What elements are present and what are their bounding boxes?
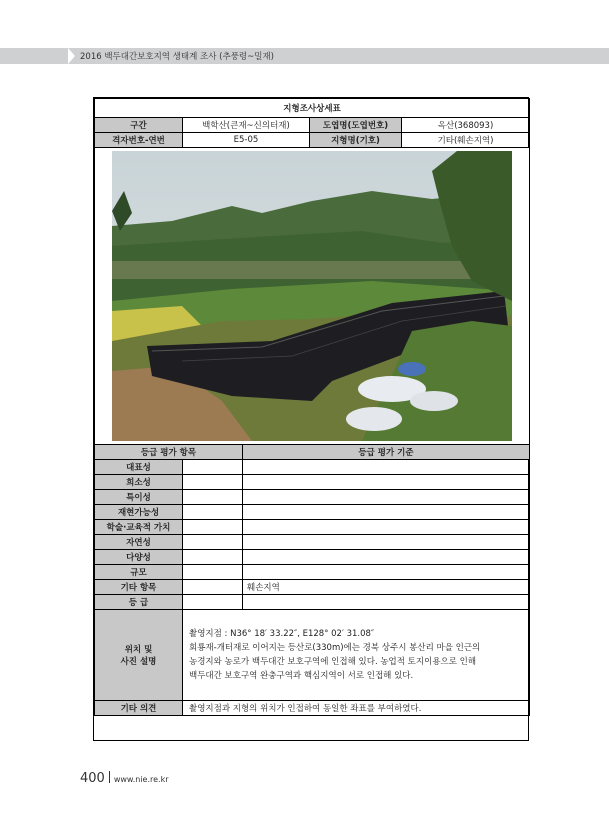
eval-value	[183, 595, 243, 610]
eval-value	[183, 520, 243, 535]
location-label: 위치 및 사진 설명	[95, 610, 183, 701]
footer-url: www.nie.re.kr	[113, 775, 169, 784]
eval-header-criteria: 등급 평가 기준	[243, 445, 530, 460]
eval-criteria	[243, 565, 530, 580]
eval-label: 등 급	[95, 595, 183, 610]
location-line: 백두대간 보호구역 완충구역과 핵심지역이 서로 인접해 있다.	[189, 671, 414, 681]
eval-criteria	[243, 520, 530, 535]
eval-row	[95, 475, 530, 490]
eval-row	[95, 505, 530, 520]
eval-row	[95, 460, 530, 475]
running-header	[0, 48, 609, 64]
other-label: 기타 의견	[95, 701, 183, 716]
eval-row	[95, 520, 530, 535]
eval-value	[183, 535, 243, 550]
mapname-value: 옥산(368093)	[402, 118, 530, 133]
eval-label: 규모	[95, 565, 183, 580]
page-number: 400	[80, 771, 105, 786]
eval-label: 대표성	[95, 460, 183, 475]
eval-criteria: 훼손지역	[243, 580, 530, 595]
eval-criteria	[243, 550, 530, 565]
eval-row	[95, 490, 530, 505]
eval-value	[183, 565, 243, 580]
eval-criteria	[243, 490, 530, 505]
eval-row	[95, 580, 530, 595]
eval-header-items: 등급 평가 항목	[95, 445, 243, 460]
eval-row	[95, 595, 530, 610]
eval-criteria	[243, 535, 530, 550]
location-line: 농경지와 농로가 백두대간 보호구역에 인접해 있다. 농업적 토지이용으로 인해	[189, 657, 477, 667]
survey-table	[94, 98, 530, 716]
landform-value: 기타(훼손지역)	[402, 133, 530, 148]
location-description	[183, 610, 530, 701]
eval-label: 희소성	[95, 475, 183, 490]
eval-row	[95, 535, 530, 550]
eval-value	[183, 475, 243, 490]
eval-criteria	[243, 595, 530, 610]
survey-sheet	[93, 97, 529, 741]
eval-label: 자연성	[95, 535, 183, 550]
eval-label: 학술·교육적 가치	[95, 520, 183, 535]
eval-label: 특이성	[95, 490, 183, 505]
label-landform: 지형명(기호)	[310, 133, 402, 148]
eval-criteria	[243, 505, 530, 520]
label-grid: 격자번호-연번	[95, 133, 183, 148]
header-arrow-icon	[68, 48, 75, 64]
label-section: 구간	[95, 118, 183, 133]
location-line: 촬영지점 : N36° 18′ 33.22″, E128° 02′ 31.08″	[189, 629, 375, 639]
eval-row	[95, 550, 530, 565]
running-title: 2016 백두대간보호지역 생태계 조사 (추풍령~밀재)	[80, 52, 274, 62]
eval-row	[95, 565, 530, 580]
eval-value	[183, 460, 243, 475]
eval-value	[183, 550, 243, 565]
table-title: 지형조사상세표	[95, 99, 530, 118]
other-value: 촬영지점과 지형의 위치가 인접하여 동일한 좌표를 부여하였다.	[183, 701, 530, 716]
eval-value	[183, 580, 243, 595]
section-value: 백학산(큰재~신의터재)	[183, 118, 310, 133]
location-line: 회룡재-개터재로 이어지는 등산로(330m)에는 경북 상주시 봉산리 마을 인근의	[189, 643, 481, 653]
grid-value: E5-05	[183, 133, 310, 148]
page-footer	[80, 771, 169, 786]
eval-value	[183, 505, 243, 520]
eval-value	[183, 490, 243, 505]
eval-criteria	[243, 460, 530, 475]
footer-divider	[109, 771, 110, 783]
photo-cell	[95, 148, 530, 445]
eval-label: 다양성	[95, 550, 183, 565]
eval-label: 재현가능성	[95, 505, 183, 520]
site-photo	[112, 151, 512, 441]
label-mapname: 도엽명(도엽번호)	[310, 118, 402, 133]
eval-label: 기타 항목	[95, 580, 183, 595]
eval-criteria	[243, 475, 530, 490]
